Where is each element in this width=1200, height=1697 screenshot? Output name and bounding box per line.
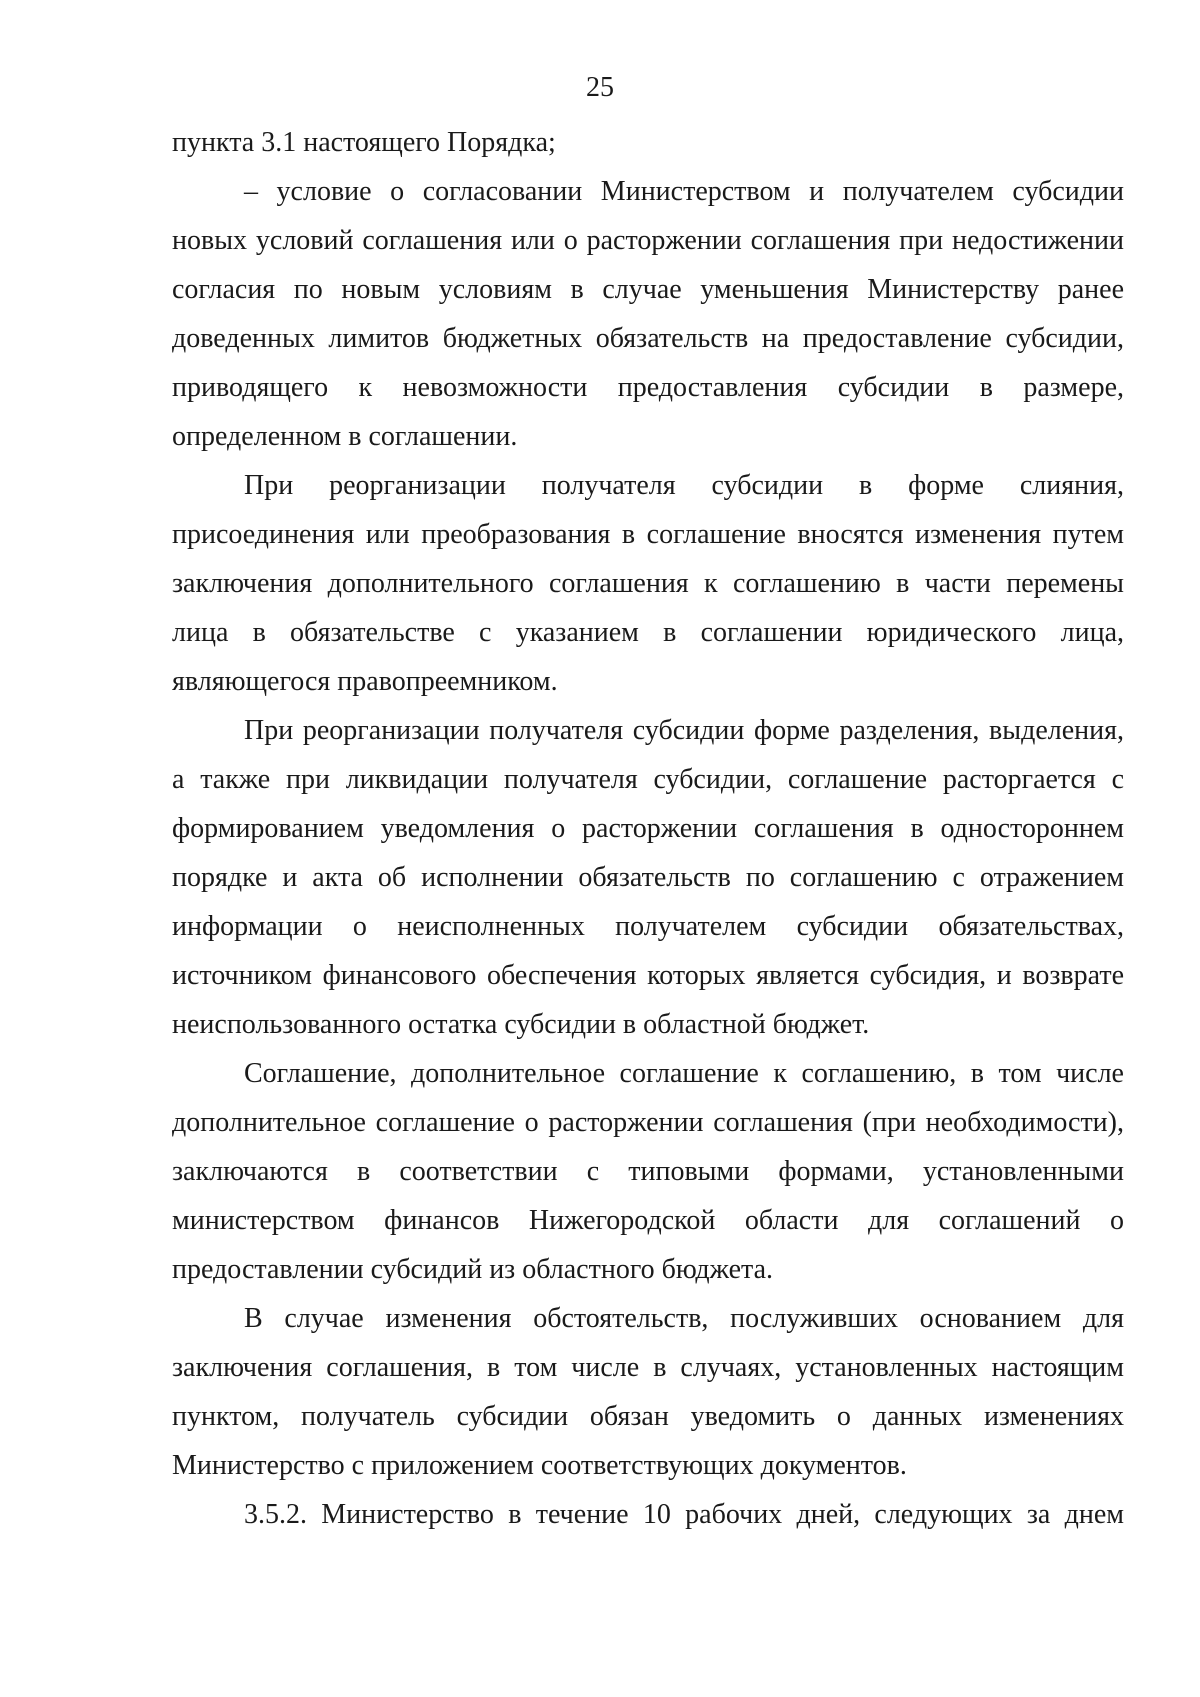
paragraph-3-5-2: 3.5.2. Министерство в течение 10 рабочих дней, следующих за днем: [244, 1499, 1124, 1530]
paragraph-standard-forms: Соглашение, дополнительное соглашение к соглашению, в том числе дополнительное соглашение о расторжении соглашения (при необходимости), заключаются в соответствии с типовыми формами, установленными министерством финансов Нижегородской области для соглашений о предоставлении субсидий из областного бюджета.: [172, 1058, 1124, 1285]
paragraph-continuation: пункта 3.1 настоящего Порядка;: [172, 127, 556, 158]
document-body: [172, 118, 1124, 1539]
paragraph-reorganization-merger: При реорганизации получателя субсидии в форме слияния, присоединения или преобразования в соглашение вносятся изменения путем заключения дополнительного соглашения к соглашению в части перемены лица в обязательстве с указанием в соглашении юридического лица, являющегося правопреемником.: [172, 470, 1124, 697]
paragraph-reorganization-division: При реорганизации получателя субсидии форме разделения, выделения, а также при ликвидации получателя субсидии, соглашение расторгается с формированием уведомления о расторжении соглашения в одностороннем порядке и акта об исполнении обязательств по соглашению с отражением информации о неисполненных получателем субсидии обязательствах, источником финансового обеспечения которых является субсидия, и возврате неиспользованного остатка субсидии в областной бюджет.: [172, 715, 1124, 1040]
paragraph-change-notification: В случае изменения обстоятельств, послуживших основанием для заключения соглашения, в том числе в случаях, установленных настоящим пунктом, получатель субсидии обязан уведомить о данных изменениях Министерство с приложением соответствующих документов.: [172, 1303, 1124, 1481]
page-number: 25: [586, 72, 614, 103]
paragraph-condition-agreement: – условие о согласовании Министерством и получателем субсидии новых условий соглашения или о расторжении соглашения при недостижении согласия по новым условиям в случае уменьшения Министерству ранее доведенных лимитов бюджетных обязательств на предоставление субсидии, приводящего к невозможности предоставления субсидии в размере, определенном в соглашении.: [172, 176, 1124, 452]
